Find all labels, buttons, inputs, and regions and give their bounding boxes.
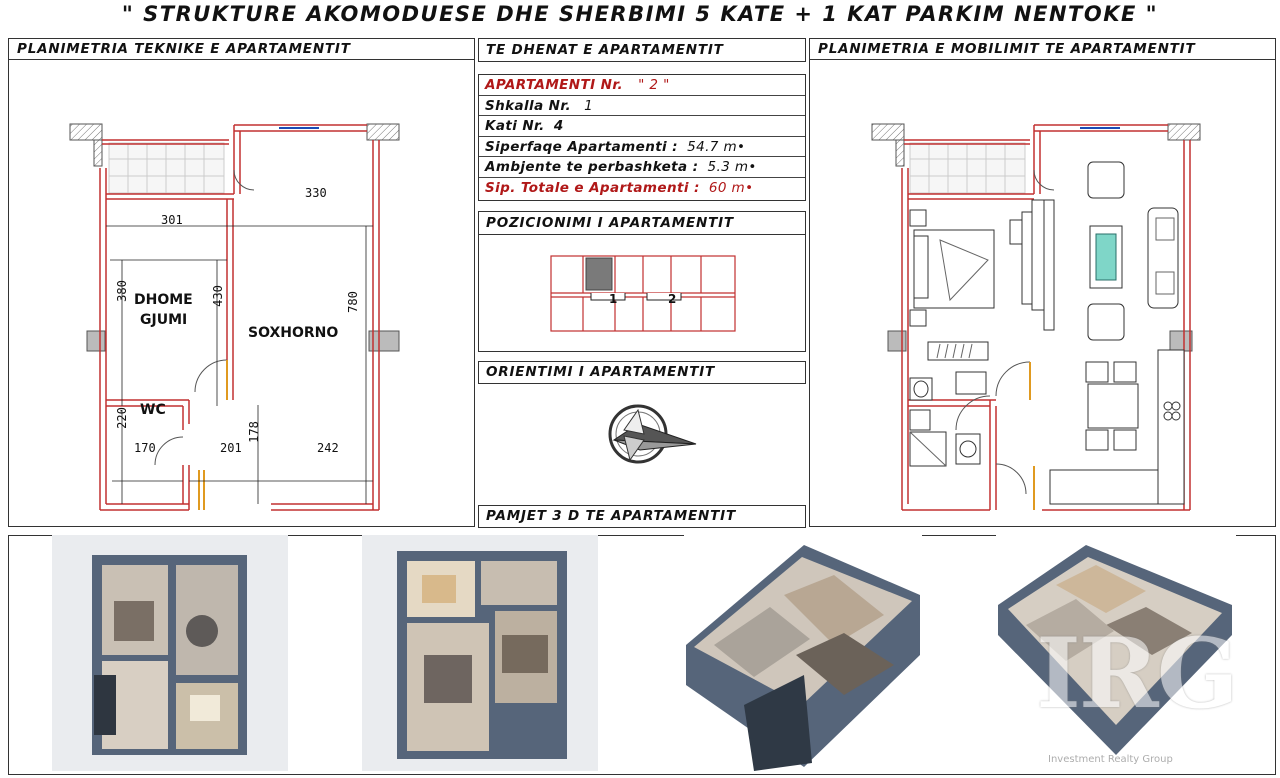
floor-label: Kati Nr. xyxy=(485,118,545,134)
room-label-bedroom-2: GJUMI xyxy=(140,312,188,328)
apartment-data-table xyxy=(478,74,806,201)
common-area-value: 5.3 m• xyxy=(707,159,757,175)
dim-380: 380 xyxy=(114,280,129,302)
views-3d-heading-box xyxy=(478,505,806,528)
position-label-1: 1 xyxy=(609,292,618,306)
irg-logo-tagline: Investment Realty Group xyxy=(1048,754,1173,765)
total-area-row xyxy=(479,178,805,199)
technical-floor-plan xyxy=(9,60,473,526)
dim-301: 301 xyxy=(161,213,183,227)
views-3d-heading: PAMJET 3 D TE APARTAMENTIT xyxy=(486,508,736,524)
position-label-2: 2 xyxy=(668,292,677,306)
furniture-plan-heading: PLANIMETRIA E MOBILIMIT TE APARTAMENTIT xyxy=(810,39,1275,60)
apartment-number-row xyxy=(479,75,805,96)
technical-plan-heading: PLANIMETRIA TEKNIKE E APARTAMENTIT xyxy=(9,39,474,60)
total-area-value: 60 m• xyxy=(708,179,754,196)
stair-value: 1 xyxy=(584,97,594,114)
irg-logo-text: IRG xyxy=(1036,617,1237,730)
render-view-3-image xyxy=(684,535,922,771)
room-label-wc: WC xyxy=(140,402,166,418)
apartment-data-heading-box xyxy=(478,38,806,62)
dim-201: 201 xyxy=(220,441,242,455)
render-view-1 xyxy=(52,535,288,771)
room-label-bedroom-1: DHOME xyxy=(134,292,193,308)
room-label-living: SOXHORNO xyxy=(248,325,339,341)
position-heading: POZICIONIMI I APARTAMENTIT xyxy=(479,212,805,235)
dim-430: 430 xyxy=(210,285,225,307)
render-view-2 xyxy=(362,535,598,771)
common-area-row xyxy=(479,157,805,178)
furniture-plan-panel xyxy=(809,38,1276,527)
total-area-label: Sip. Totale e Apartamenti : xyxy=(485,179,700,196)
dim-330: 330 xyxy=(305,186,327,200)
area-value: 54.7 m• xyxy=(687,138,746,155)
render-view-3 xyxy=(684,535,922,771)
stair-label: Shkalla Nr. xyxy=(485,97,572,114)
dim-178: 178 xyxy=(246,421,261,443)
orientation-heading: ORIENTIMI I APARTAMENTIT xyxy=(486,364,716,380)
apartment-data-heading: TE DHENAT E APARTAMENTIT xyxy=(486,42,724,58)
dim-170: 170 xyxy=(134,441,156,455)
render-view-1-image xyxy=(52,535,288,771)
apartment-number-value: " 2 " xyxy=(638,77,670,93)
irg-logo-watermark xyxy=(1036,604,1237,774)
furniture-floor-plan xyxy=(810,60,1274,526)
floor-value: 4 xyxy=(553,118,564,134)
stair-row xyxy=(479,96,805,117)
position-diagram xyxy=(479,236,804,351)
position-box xyxy=(478,211,806,352)
compass-icon xyxy=(600,400,710,470)
technical-plan-panel xyxy=(8,38,475,527)
area-row xyxy=(479,137,805,158)
dim-242: 242 xyxy=(317,441,339,455)
apartment-number-label: APARTAMENTI Nr. xyxy=(485,77,623,93)
render-view-2-image xyxy=(362,535,598,771)
floor-row xyxy=(479,116,805,137)
common-area-label: Ambjente te perbashketa : xyxy=(485,159,699,175)
page-title: " STRUKTURE AKOMODUESE DHE SHERBIMI 5 KATE + 1 KAT PARKIM NENTOKE " xyxy=(121,2,1159,26)
orientation-heading-box xyxy=(478,361,806,384)
area-label: Siperfaqe Apartamenti : xyxy=(485,138,678,155)
dim-220: 220 xyxy=(114,407,129,429)
dim-780: 780 xyxy=(345,291,360,313)
